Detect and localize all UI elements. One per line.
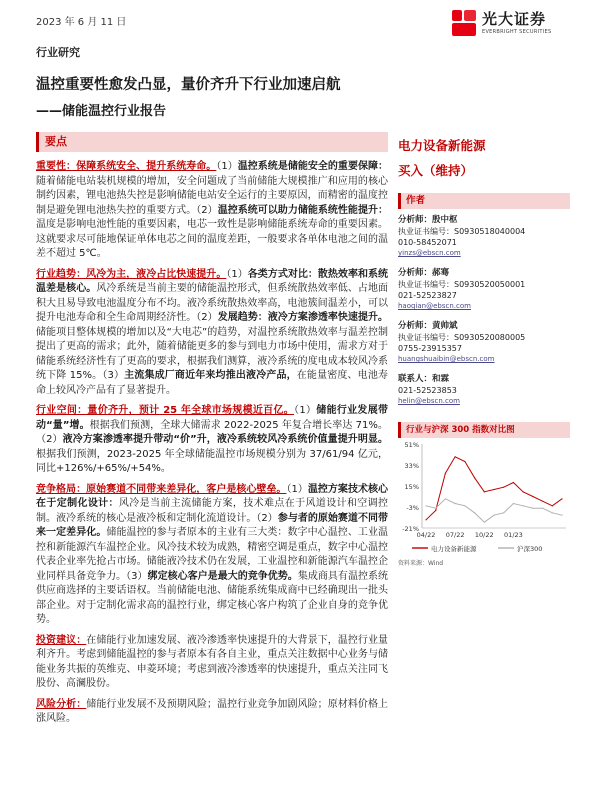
y-tick-label: -3%	[406, 504, 419, 512]
data-point	[561, 515, 562, 516]
summary-paragraph	[36, 634, 388, 692]
analyst-phone: 010-58452071	[398, 238, 457, 247]
paragraph-lead: 风险分析：	[36, 698, 87, 710]
paragraph-lead: 行业空间：量价齐升，预计 25 年全球市场规模近百亿。	[36, 405, 295, 416]
data-point	[542, 501, 543, 502]
body-text: （1）	[226, 268, 248, 280]
bold-text: 绑定核心客户是最大的竞争优势。	[147, 570, 298, 582]
series-line-industry	[426, 457, 562, 520]
contact-phone: 021-52523853	[398, 386, 457, 395]
data-point	[445, 473, 446, 474]
index-comparison-chart	[398, 422, 570, 568]
y-tick-label: 33%	[404, 462, 419, 470]
data-point	[445, 498, 446, 499]
data-point	[455, 503, 456, 504]
legend-label: 电力设备新能源	[431, 545, 477, 553]
data-point	[503, 487, 504, 488]
body-text: 根据我们预测，2023-2025 年全球储能温控市场规模分别为 37/61/94 亿元，同比+126%/+65%/+54%。	[36, 448, 388, 474]
report-category: 行业研究	[36, 46, 80, 59]
summary-paragraph	[36, 268, 388, 399]
x-tick-label: 04/22	[416, 531, 436, 539]
body-text: 温度是影响电池性能的重要因素，电芯一致性是影响储能系统寿命的重要因素。这就要求尽可能地保证单体电芯之间的温度差距，一般要求各单体电池之间的温差不超过 5℃。	[36, 219, 388, 259]
analyst-cert: 执业证书编号：S0930518040004	[398, 227, 526, 236]
x-tick-label: 01/23	[504, 531, 523, 539]
x-tick-label: 10/22	[474, 531, 494, 539]
summary-paragraph	[36, 404, 388, 477]
series-line-csi300	[426, 499, 562, 522]
body-text: 储能温控的参与者原本的主业有三大类：数字中心温控、工业温控和新能源汽车温控企业。风冷技术较为成熟，精密空调是重点，数字中心温控代表企业率先抢占市场。储能液冷技术仍在发展，工业温控和新能源汽车温控企业同样具备竞争力。（3）	[36, 527, 389, 582]
analyst-email-link[interactable]: huangshuaibin@ebscn.com	[398, 355, 495, 363]
bold-text: 主流集成厂商近年来均推出液冷产品，	[124, 370, 297, 381]
y-tick-label: 15%	[404, 483, 419, 491]
x-tick-label: 07/22	[445, 531, 465, 539]
body-text: 根据我们预测，全球大储需求 2022-2025 年复合增长率达 71%。（2）	[36, 419, 388, 445]
chart-heading: 行业与沪深 300 指数对比图	[398, 422, 570, 438]
contact-role: 联系人：	[398, 374, 433, 384]
data-point	[464, 461, 465, 462]
data-point	[474, 512, 475, 513]
contact-name: 和霖	[432, 374, 450, 384]
paragraph-lead: 重要性：保障系统安全、提升系统寿命。	[36, 161, 217, 172]
contact-email-link[interactable]: helin@ebscn.com	[398, 397, 460, 405]
chart-source: 资料来源：Wind	[398, 560, 444, 567]
body-text: 风冷系统是当前主要的储能温控形式，但系统散热效率低、占地面积大且易导致电池温度分布不均。液冷系统散热效率高，电池簇间温差小，可以提升电池寿命和全生命周期经济性。（2）	[36, 283, 389, 323]
logo-chinese-name: 光大证券	[482, 9, 547, 28]
analyst-email-link[interactable]: yinzs@ebscn.com	[398, 249, 461, 257]
analyst-cert: 执业证书编号：S0930520050001	[398, 280, 526, 289]
body-text: （1）	[294, 405, 317, 416]
data-point	[493, 515, 494, 516]
body-text: （1）	[286, 483, 308, 495]
analyst-role: 分析师：	[398, 268, 433, 278]
data-point	[542, 508, 543, 509]
data-point	[425, 519, 426, 520]
bold-text: 温控系统是储能安全的重要保障：	[237, 161, 388, 172]
sidebar	[398, 132, 570, 407]
data-point	[503, 512, 504, 513]
analyst-card	[398, 267, 570, 312]
analyst-role: 分析师：	[398, 215, 433, 225]
bold-text: 液冷方案渗透率提升带动“价”升，液冷系统较风冷系统价值量提升明显。	[62, 434, 388, 445]
data-point	[561, 498, 562, 499]
body-text: 在储能行业加速发展、液冷渗透率快速提升的大背景下，温控行业量利齐升。考虑到储能温控的参与者原本有各自主业，重点关注数据中心业务与储能业务共振的英维克、申菱环境；考虑到液冷渗透率的快速提升，重点关注同飞股份、高澜股份。	[36, 634, 389, 689]
data-point	[513, 503, 514, 504]
bold-text: 各类方式对比：散热效率和系统温差是核心。	[36, 268, 388, 294]
data-point	[435, 508, 436, 509]
data-point	[484, 491, 485, 492]
body-text: （1）	[216, 161, 238, 172]
bold-text: 参与者的原始赛道不同带来一定差异化。	[36, 512, 388, 538]
summary-heading: 要点	[36, 132, 388, 152]
summary-paragraph	[36, 160, 388, 262]
analyst-card	[398, 214, 570, 259]
body-text: 在能量密度、电池寿命上较风冷产品有了显著提升。	[36, 370, 388, 396]
y-tick-label: 51%	[404, 441, 419, 449]
analyst-name: 殷中枢	[432, 215, 458, 225]
contact-card	[398, 373, 570, 407]
chart-canvas	[398, 440, 570, 556]
authors-heading: 作者	[398, 193, 570, 209]
data-point	[532, 496, 533, 497]
paragraph-lead: 投资建议：	[36, 634, 87, 646]
data-point	[552, 505, 553, 506]
analyst-name: 郝骞	[432, 268, 450, 278]
summary-paragraph	[36, 483, 388, 628]
brand-logo	[452, 6, 570, 40]
industry-name: 电力设备新能源	[398, 138, 486, 153]
body-text: 随着储能电站装机规模的增加，安全问题成了当前储能大规模推广和应用的核心制约因素，锂电池热失控是影响储能电站安全运行的主要原因，而精密的温度控制是避免锂电池热失控的重要方式。（2）	[36, 175, 388, 216]
analyst-phone: 0755-23915357	[398, 344, 462, 353]
summary-paragraph	[36, 698, 388, 727]
bold-text: 储能行业发展带动“量”增。	[36, 405, 388, 431]
data-point	[464, 505, 465, 506]
analyst-role: 分析师：	[398, 321, 433, 331]
bold-text: 温控系统可以助力储能系统性能提升：	[217, 204, 388, 216]
analyst-card	[398, 320, 570, 365]
summary-paragraphs	[36, 160, 388, 727]
data-point	[513, 482, 514, 483]
data-point	[523, 491, 524, 492]
report-subtitle: ——储能温控行业报告	[36, 104, 167, 119]
data-point	[493, 489, 494, 490]
analyst-name: 黄帅斌	[432, 321, 458, 331]
legend-label: 沪深300	[517, 545, 543, 553]
paragraph-lead: 行业趋势：风冷为主，液冷占比快速提升。	[36, 268, 227, 280]
data-point	[474, 477, 475, 478]
data-point	[484, 522, 485, 523]
body-text: 集成商具有温控系统供应商选择的主要话语权。当前储能电池、储能系统集成商中已经确现出一批头部企业。对于定制化需求高的温控行业，绑定核心客户构筑了企业自身的竞争优势。	[36, 570, 389, 625]
analyst-cert: 执业证书编号：S0930520080005	[398, 333, 526, 342]
body-text: 风冷是当前主流储能方案，技术难点在于风道设计和空调控制。液冷系统的核心是液冷板和定制化流道设计。（2）	[36, 498, 389, 524]
bold-text: 发展趋势：液冷方案渗透率快速提升。	[217, 312, 388, 323]
report-date: 2023 年 6 月 11 日	[36, 17, 127, 28]
analyst-email-link[interactable]: haoqian@ebscn.com	[398, 302, 471, 310]
data-point	[455, 456, 456, 457]
data-point	[532, 508, 533, 509]
y-tick-label: -21%	[402, 525, 419, 533]
body-text: 储能项目整体规模的增加以及“大电芯”的趋势，对温控系统散热效率与温差控制提出了更高的需求；此外，随着储能更多的参与到电力市场中使用，需求方对于储能系统经济性有了更高的要求，根据我们测算，液冷系统的度电成本较风冷系统下降 15%。（3）	[36, 326, 388, 381]
data-point	[552, 512, 553, 513]
body-text: 储能行业发展不及预期风险；温控行业竞争加剧风险；原材料价格上涨风险。	[36, 698, 389, 724]
data-point	[523, 505, 524, 506]
paragraph-lead: 竞争格局：原始赛道不同带来差异化，客户是核心壁垒。	[36, 483, 287, 495]
bold-text: 温控方案技术核心在于定制化设计：	[36, 483, 388, 509]
logo-english-name: EVERBRIGHT SECURITIES	[482, 28, 552, 35]
data-point	[425, 505, 426, 506]
investment-rating: 买入（维持）	[398, 163, 474, 178]
logo-mark-icon	[452, 10, 476, 36]
data-point	[435, 510, 436, 511]
summary-section	[36, 132, 388, 792]
report-title: 温控重要性愈发凸显，量价齐升下行业加速启航	[36, 77, 341, 93]
analyst-phone: 021-52523827	[398, 291, 457, 300]
